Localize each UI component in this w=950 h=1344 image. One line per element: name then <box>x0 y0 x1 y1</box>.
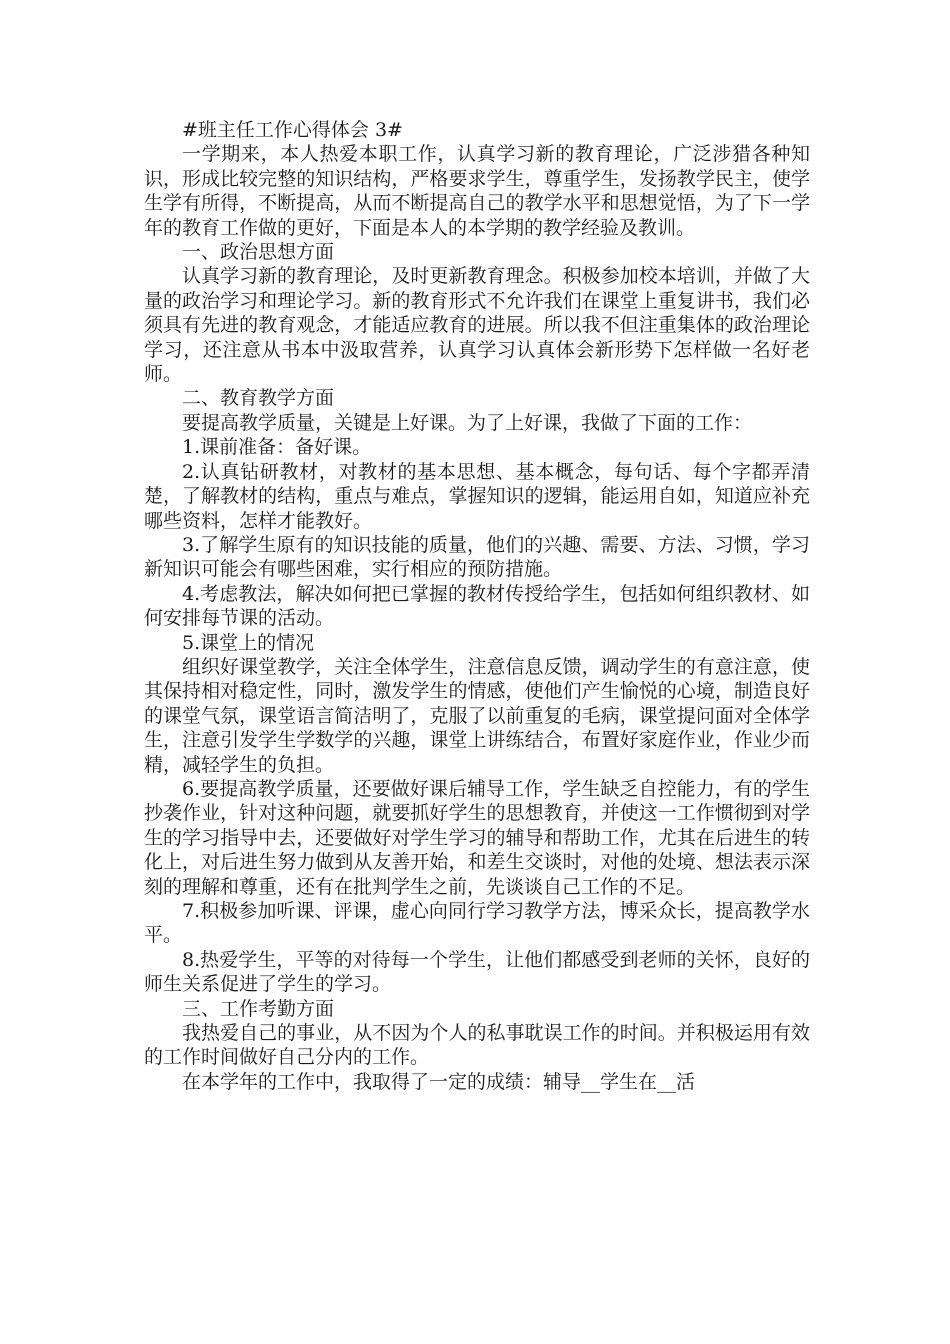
section-heading-political: 一、政治思想方面 <box>182 241 335 264</box>
list-item-1: 1.课前准备：备好课。 <box>182 436 372 459</box>
list-item-4: 4.考虑教法，解决如何把已掌握的教材传授给学生，包括如何组织教材、如何安排每节课的活动。 <box>144 582 810 630</box>
paragraph-political: 认真学习新的教育理论，及时更新教育理念。积极参加校本培训，并做了大量的政治学习和理论学习。新的教育形式不允许我们在课堂上重复讲书，我们必须具有先进的教育观念，才能适应教育的进展。所以我不但注重集体的政治理论学习，还注意从书本中汲取营养，认真学习认真体会新形势下怎样做一名好老师。 <box>144 265 810 386</box>
list-item-2: 2.认真钻研教材，对教材的基本思想、基本概念，每句话、每个字都弄清楚，了解教材的结构，重点与难点，掌握知识的逻辑，能运用自如，知道应补充哪些资料，怎样才能教好。 <box>144 460 810 532</box>
paragraph-attendance: 我热爱自己的事业，从不因为个人的私事耽误工作的时间。并积极运用有效的工作时间做好自己分内的工作。 <box>144 1022 810 1069</box>
list-item-3: 3.了解学生原有的知识技能的质量，他们的兴趣、需要、方法、习惯，学习新知识可能会有哪些困难，实行相应的预防措施。 <box>144 533 810 581</box>
paragraph-teaching-intro: 要提高教学质量，关键是上好课。为了上好课，我做了下面的工作： <box>182 411 753 434</box>
paragraph-achievements: 在本学年的工作中，我取得了一定的成绩：辅导__学生在__活 <box>182 1070 696 1093</box>
section-heading-teaching: 二、教育教学方面 <box>182 387 335 410</box>
document-title: #班主任工作心得体会 3# <box>182 119 403 141</box>
list-item-7: 7.积极参加听课、评课，虚心向同行学习教学方法，博采众长，提高教学水平。 <box>144 900 810 947</box>
list-item-5: 5.课堂上的情况 <box>182 631 315 654</box>
list-item-6: 6.要提高教学质量，还要做好课后辅导工作，学生缺乏自控能力，有的学生抄袭作业，针对这种问题，就要抓好学生的思想教育，并使这一工作惯彻到对学生的学习指导中去，还要做好对学生学习的辅导和帮助工作，尤其在后进生的转化上，对后进生努力做到从友善开始，和差生交谈时，对他的处境、想法表示深刻的理解和尊重，还有在批判学生之前，先谈谈自己工作的不足。 <box>144 777 810 898</box>
document-body <box>144 118 810 1094</box>
paragraph-intro: 一学期来，本人热爱本职工作，认真学习新的教育理论，广泛涉猎各种知识，形成比较完整的知识结构，严格要求学生，尊重学生，发扬教学民主，使学生学有所得，不断提高，从而不断提高自己的教学水平和思想觉悟，为了下一学年的教育工作做的更好，下面是本人的本学期的教学经验及教训。 <box>144 143 810 239</box>
paragraph-classroom: 组织好课堂教学，关注全体学生，注意信息反馈，调动学生的有意注意，使其保持相对稳定性，同时，激发学生的情感，使他们产生愉悦的心境，制造良好的课堂气氛，课堂语言简洁明了，克服了以前重复的毛病，课堂提问面对全体学生，注意引发学生学数学的兴趣，课堂上讲练结合，布置好家庭作业，作业少而精，减轻学生的负担。 <box>144 655 810 776</box>
list-item-8: 8.热爱学生，平等的对待每一个学生，让他们都感受到老师的关怀，良好的师生关系促进了学生的学习。 <box>144 948 810 996</box>
section-heading-attendance: 三、工作考勤方面 <box>182 997 335 1020</box>
